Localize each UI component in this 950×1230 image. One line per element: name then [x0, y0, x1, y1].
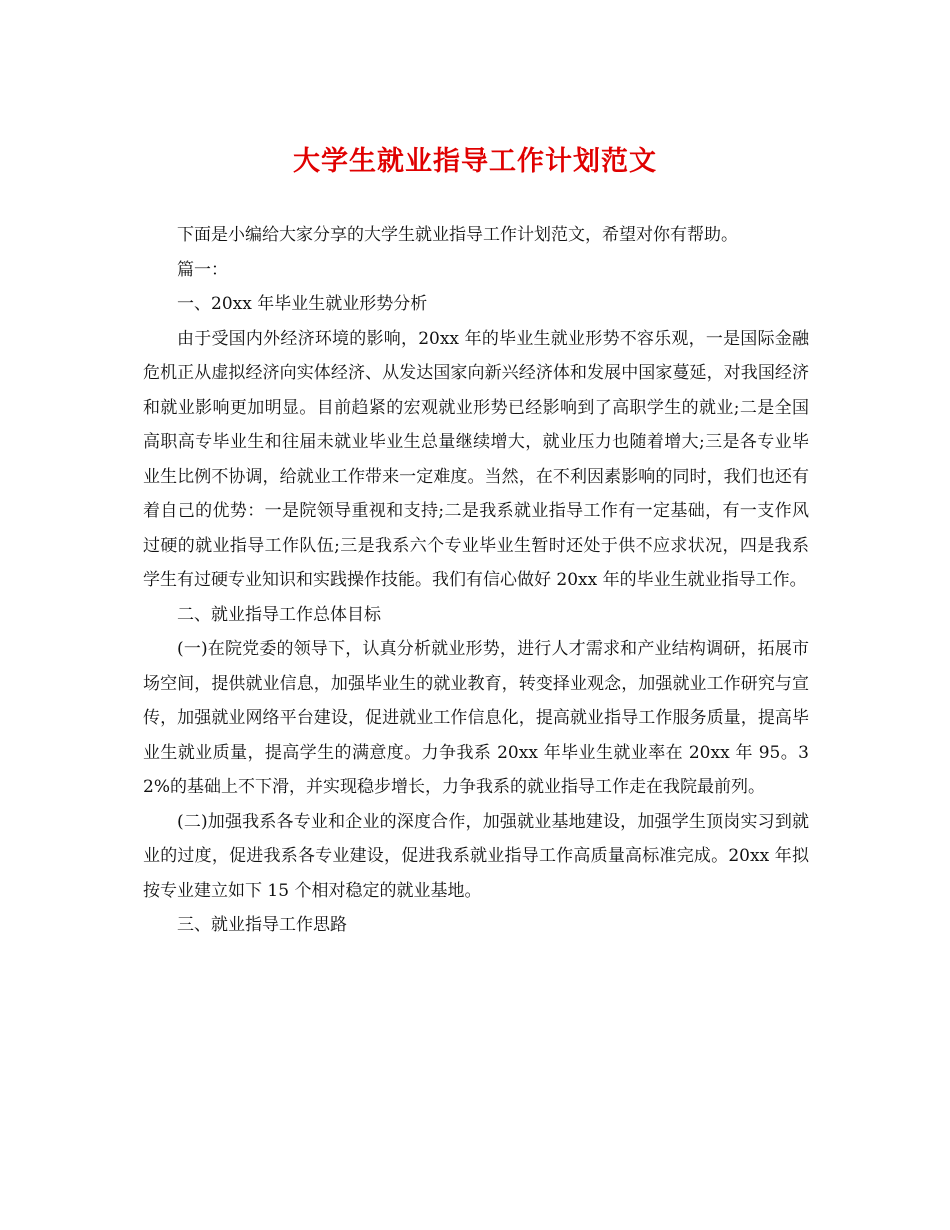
document-title: 大学生就业指导工作计划范文	[293, 146, 657, 177]
intro-paragraph: 下面是小编给大家分享的大学生就业指导工作计划范文，希望对你有帮助。	[177, 225, 738, 245]
part-heading: 篇一：	[177, 259, 228, 280]
document-body	[143, 218, 809, 943]
section-2-paragraph-2: (二)加强我系各专业和企业的深度合作，加强就业基地建设，加强学生顶岗实习到就业的过度，促进我系各专业建设，促进我系就业指导工作高质量高标准完成。20xx 年拟按专业建立如下 15 个相对稳定的就业基地。	[143, 811, 809, 901]
section-heading-3: 三、就业指导工作思路	[177, 915, 347, 935]
section-2-paragraph-1: (一)在院党委的领导下，认真分析就业形势，进行人才需求和产业结构调研，拓展市场空间，提供就业信息，加强毕业生的就业教育，转变择业观念，加强就业工作研究与宣传，加强就业网络平台建设，促进就业工作信息化，提高就业指导工作服务质量，提高毕业生就业质量，提高学生的满意度。力争我系 20xx 年毕业生就业率在 20xx 年 95。32%的基础上不下滑，并实现稳步增长，力争我系的就业指导工作走在我院最前列。	[143, 639, 809, 797]
section-heading-2: 二、就业指导工作总体目标	[177, 604, 381, 625]
section-1-paragraph: 由于受国内外经济环境的影响，20xx 年的毕业生就业形势不容乐观，一是国际金融危机正从虚拟经济向实体经济、从发达国家向新兴经济体和发展中国家蔓延，对我国经济和就业影响更加明显。目前趋紧的宏观就业形势已经影响到了高职学生的就业;二是全国高职高专毕业生和往届未就业毕业生总量继续增大，就业压力也随着增大;三是各专业毕业生比例不协调，给就业工作带来一定难度。当然，在不利因素影响的同时，我们也还有着自己的优势：一是院领导重视和支持;二是我系就业指导工作有一定基础，有一支作风过硬的就业指导工作队伍;三是我系六个专业毕业生暂时还处于供不应求状况，四是我系学生有过硬专业知识和实践操作技能。我们有信心做好 20xx 年的毕业生就业指导工作。	[143, 328, 809, 590]
section-heading-1: 一、20xx 年毕业生就业形势分析	[177, 294, 428, 314]
